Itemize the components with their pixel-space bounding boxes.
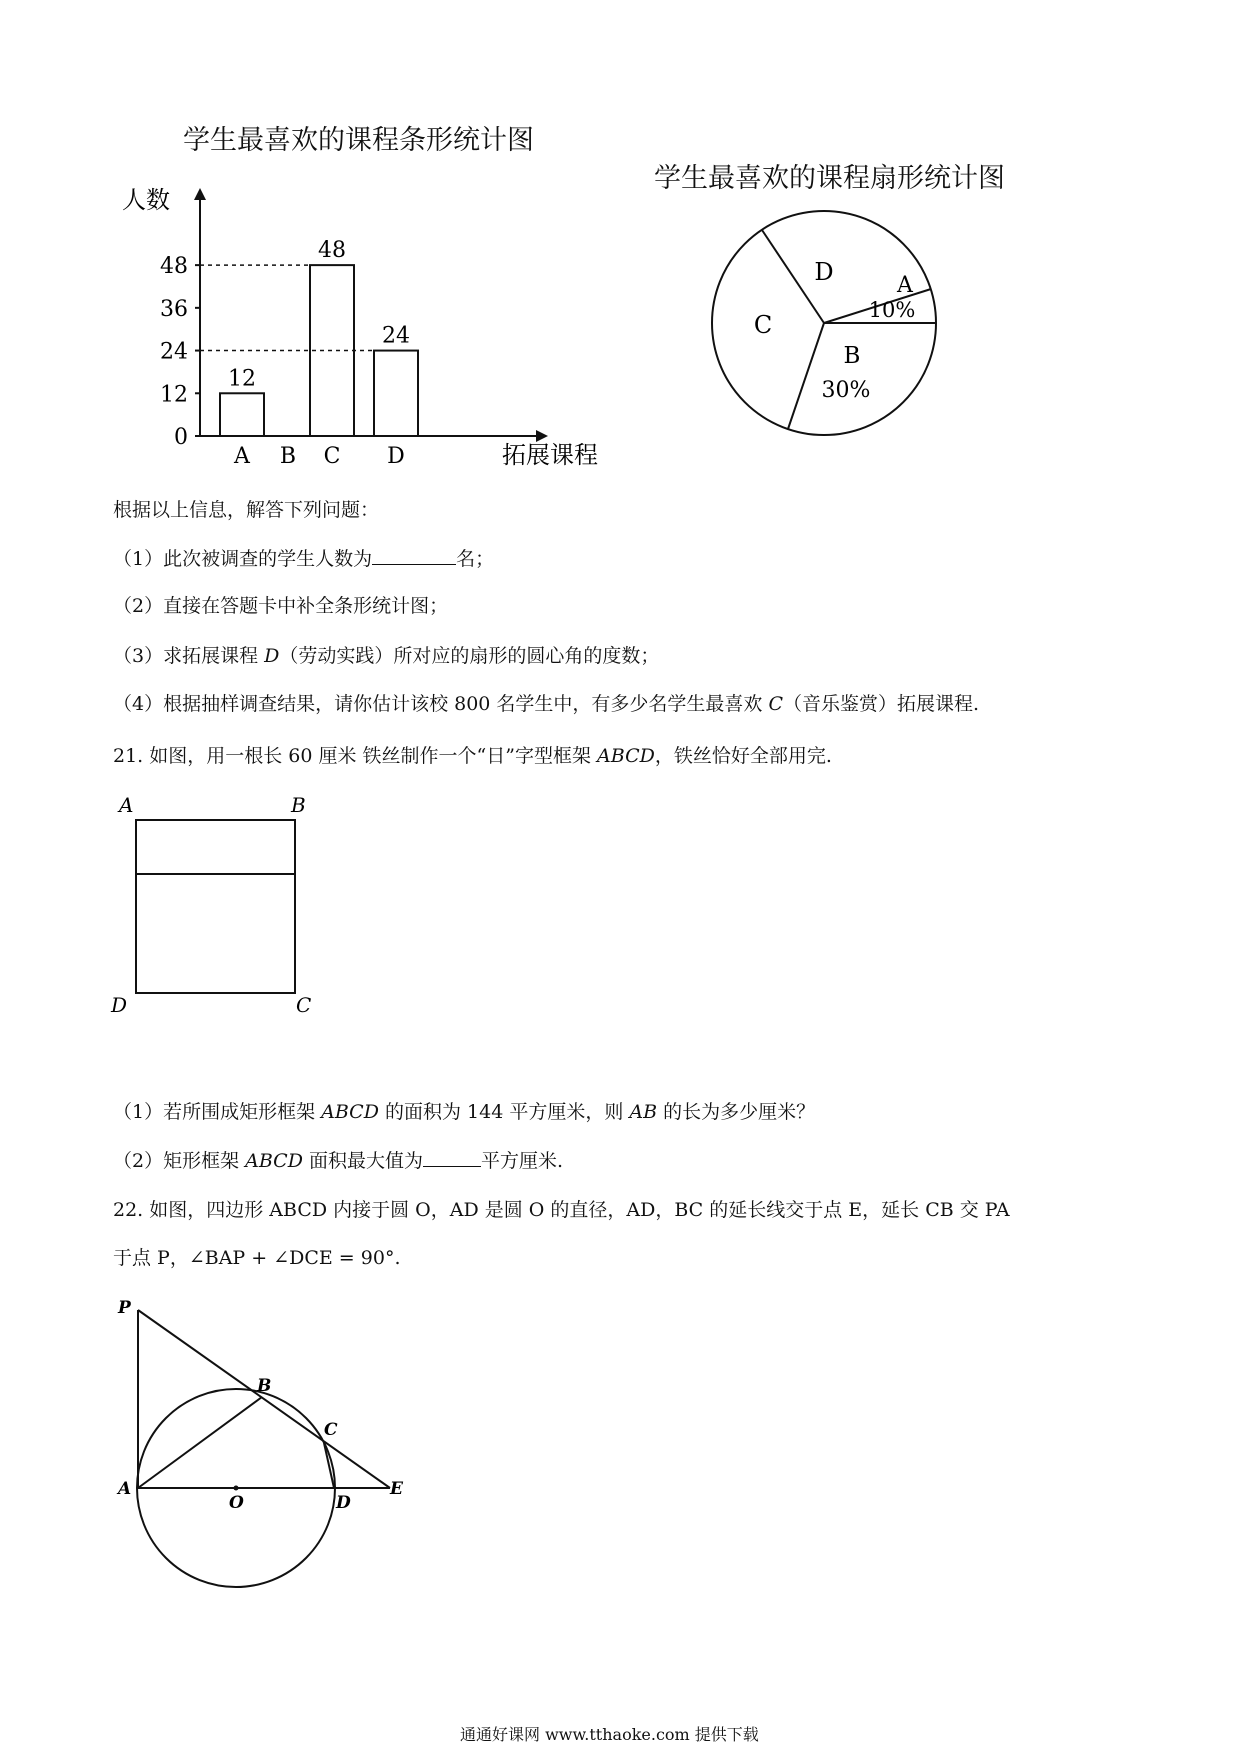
question-4-text: （4）根据抽样调查结果，请你估计该校 800 名学生中，有多少名学生最喜欢 (113, 693, 769, 715)
category-label: B (279, 444, 297, 469)
label-e: E (390, 1479, 403, 1499)
y-tick-label: 36 (160, 296, 188, 322)
problem-21-suffix: ，铁丝恰好全部用完. (654, 745, 832, 767)
bar-d (374, 351, 418, 436)
label-d: D (336, 1493, 351, 1513)
p21-1-post: 的长为多少厘米？ (657, 1101, 816, 1123)
segment-ab (138, 1397, 262, 1488)
page-footer: 通通好课网 www.tthaoke.com 提供下载 (460, 1725, 759, 1744)
question-3-variable: D (264, 645, 280, 667)
pie-chart-title: 学生最喜欢的课程扇形统计图 (654, 163, 1005, 194)
label-o: O (229, 1493, 244, 1513)
frame-label-d: D (111, 993, 128, 1017)
pie-label-c: C (753, 311, 773, 339)
problem-21-stem (113, 742, 832, 770)
question-3-text: （3）求拓展课程 (113, 645, 265, 667)
y-axis-arrow (194, 188, 206, 200)
label-b: B (257, 1376, 272, 1396)
bar-data-label: 48 (318, 238, 346, 264)
bar-chart (100, 180, 640, 480)
p21-1-text: （1）若所围成矩形框架 (113, 1101, 322, 1123)
p21-2-var: ABCD (245, 1150, 303, 1172)
bar-chart-title: 学生最喜欢的课程条形统计图 (183, 125, 534, 156)
circle-geometry-figure (110, 1295, 420, 1625)
pie-label-d: D (814, 258, 834, 286)
question-1-text: （1）此次被调查的学生人数为 (113, 548, 373, 570)
pie-percent-a: 10% (868, 298, 916, 322)
problem-22-line-2: 于点 P，∠BAP + ∠DCE = 90°. (113, 1247, 401, 1269)
problem-21-part-2 (113, 1146, 563, 1175)
question-1-suffix: 名； (456, 548, 495, 570)
rectangle-frame-figure (105, 790, 325, 1020)
pie-radius-b-c (788, 323, 824, 429)
pie-percent-b: 30% (821, 378, 871, 403)
pie-chart (700, 205, 950, 445)
p21-1-var2: AB (629, 1101, 658, 1123)
question-3 (113, 642, 659, 670)
label-a: A (118, 1479, 132, 1499)
frame-label-a: A (119, 793, 134, 817)
pie-label-a: A (897, 273, 913, 298)
center-point-o (234, 1486, 239, 1491)
question-4-suffix: （音乐鉴赏）拓展课程. (783, 693, 980, 715)
y-tick-label: 0 (174, 425, 188, 450)
problem-21-part-1 (113, 1098, 815, 1126)
pie-label-b: B (843, 343, 861, 369)
frame-label-b: B (291, 793, 306, 817)
category-label: C (323, 444, 341, 469)
y-axis-label: 人数 (122, 186, 170, 214)
y-tick-label: 24 (160, 339, 188, 365)
problem-21-text: 21. 如图，用一根长 60 厘米 铁丝制作一个“日”字型框架 (113, 745, 598, 767)
p21-1-var1: ABCD (321, 1101, 379, 1123)
p21-2-mid: 面积最大值为 (302, 1150, 423, 1172)
problem-22-line-1: 22. 如图，四边形 ABCD 内接于圆 O，AD 是圆 O 的直径，AD，BC 的延长线交于点 E，延长 CB 交 PA (113, 1199, 1010, 1221)
questions-intro: 根据以上信息，解答下列问题： (113, 499, 380, 521)
bar-a (220, 393, 264, 436)
bar-data-label: 24 (382, 323, 410, 349)
question-2: （2）直接在答题卡中补全条形统计图； (113, 595, 449, 617)
p21-2-text: （2）矩形框架 (113, 1150, 246, 1172)
problem-21-variable: ABCD (597, 745, 655, 767)
answer-blank-2 (423, 1146, 481, 1167)
y-tick-label: 48 (160, 254, 188, 280)
label-p: P (118, 1298, 131, 1318)
category-label: D (387, 444, 405, 469)
x-axis-label: 拓展课程 (502, 441, 598, 469)
label-c: C (324, 1420, 338, 1440)
question-1 (113, 544, 494, 573)
question-3-suffix: （劳动实践）所对应的扇形的圆心角的度数； (279, 645, 660, 667)
frame-rectangle (136, 820, 295, 993)
bar-data-label: 12 (228, 366, 256, 392)
frame-label-c: C (296, 993, 312, 1017)
category-label: A (234, 444, 250, 469)
y-tick-label: 12 (160, 382, 188, 408)
question-4 (113, 690, 979, 718)
question-4-variable: C (768, 693, 784, 715)
answer-blank-1 (372, 544, 456, 565)
p21-1-mid: 的面积为 144 平方厘米，则 (378, 1101, 630, 1123)
p21-2-post: 平方厘米. (481, 1150, 564, 1172)
